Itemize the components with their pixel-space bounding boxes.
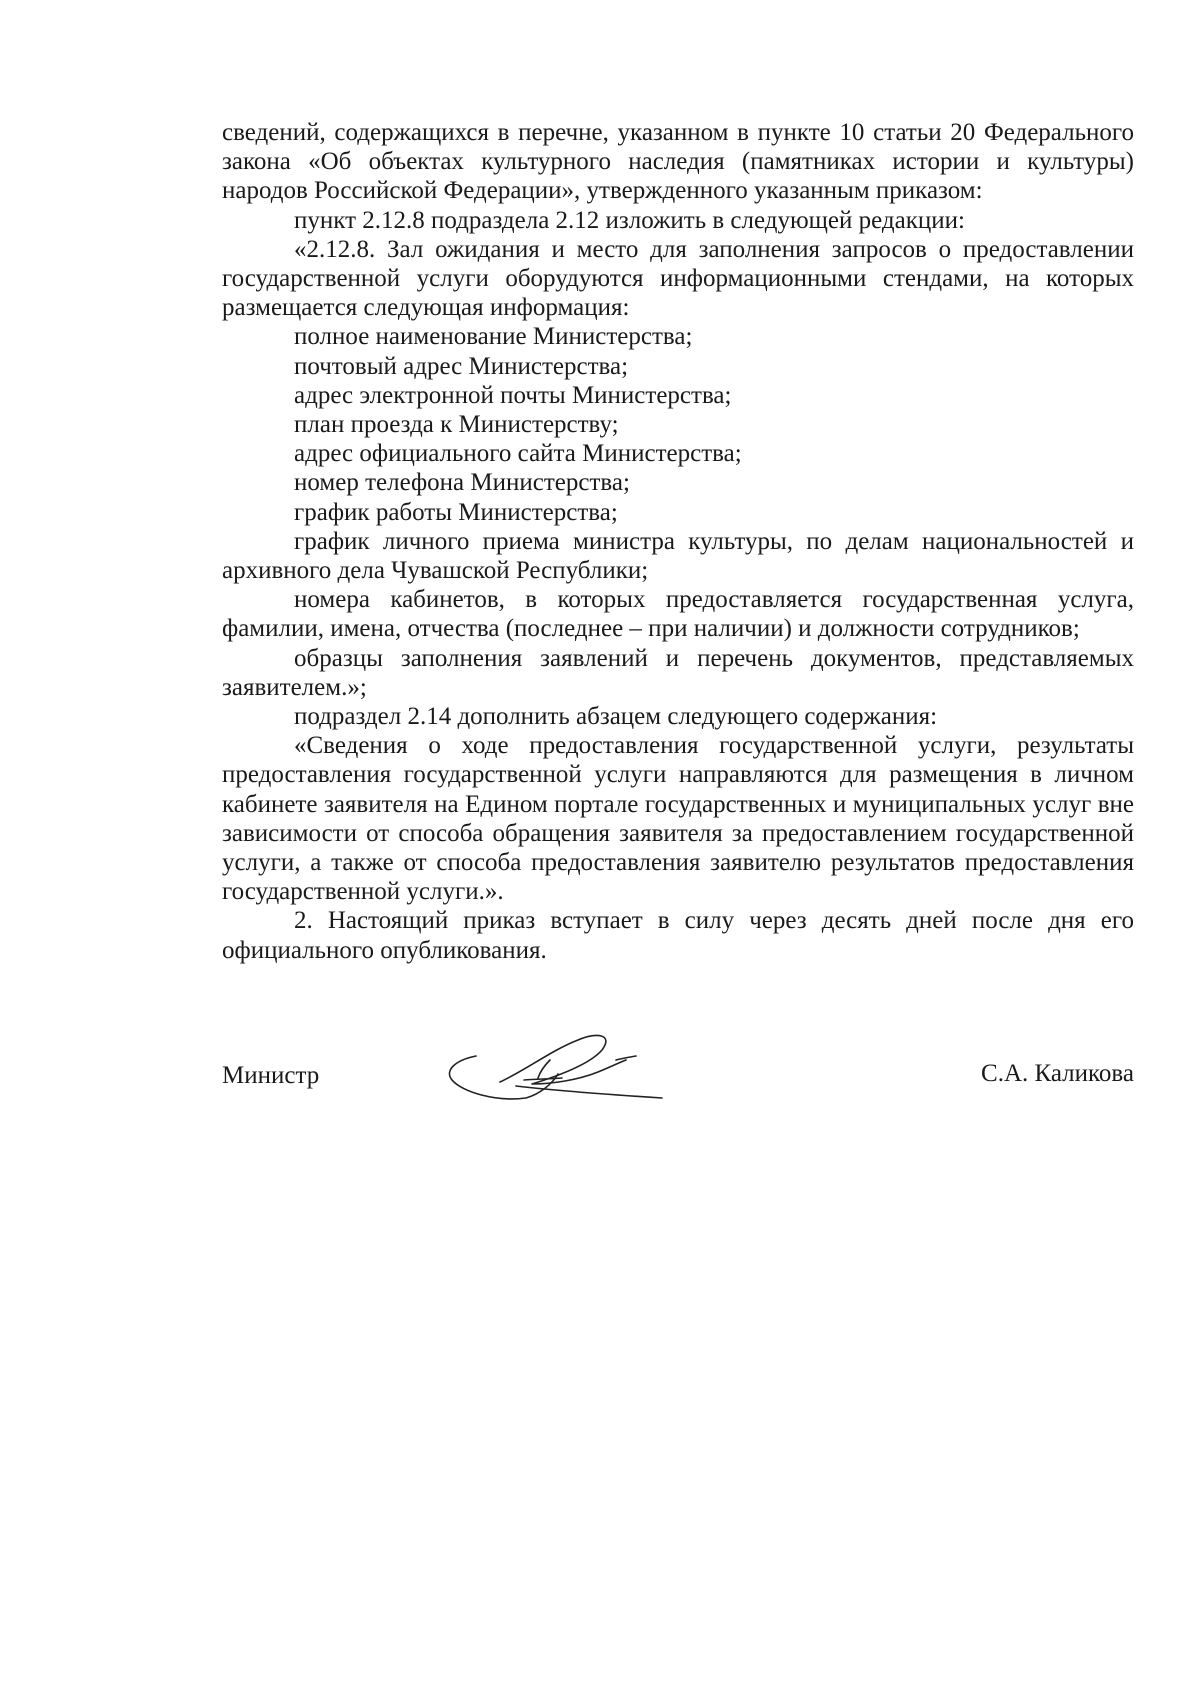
- list-item: план проезда к Министерству;: [294, 411, 619, 439]
- paragraph: подраздел 2.14 дополнить абзацем следующего содержания:: [294, 703, 938, 731]
- list-item: график личного приема министра культуры, по делам национальностей и архивного дела Чувашской Республики;: [222, 527, 1134, 585]
- paragraph: «Сведения о ходе предоставления государственной услуги, результаты предоставления государственной услуги направляются для размещения в личном кабинете заявителя на Едином портале государственных и муниципальных услуг вне зависимости от способа обращения заявителя за предоставлением государственной услуги, а также от способа предоставления заявителю результатов предоставления государственной услуги.».: [222, 732, 1134, 906]
- list-item: почтовый адрес Министерства;: [294, 352, 629, 380]
- paragraph: 2. Настоящий приказ вступает в силу через десять дней после дня его официального опубликования.: [222, 907, 1134, 964]
- signer-position: Министр: [222, 1062, 320, 1089]
- paragraph: сведений, содержащихся в перечне, указанном в пункте 10 статьи 20 Федерального закона «Об объектах культурного наследия (памятниках истории и культуры) народов Российской Федерации», утвержденного указанным приказом:: [222, 119, 1134, 205]
- list-item: адрес электронной почты Министерства;: [294, 381, 732, 409]
- handwritten-signature: [440, 1030, 680, 1110]
- document-body: [222, 118, 1134, 965]
- paragraph: «2.12.8. Зал ожидания и место для заполнения запросов о предоставлении государственной услуги оборудуются информационными стендами, на которых размещается следующая информация:: [222, 235, 1134, 322]
- paragraph: пункт 2.12.8 подраздела 2.12 изложить в следующей редакции:: [294, 206, 965, 234]
- list-item: график работы Министерства;: [294, 498, 618, 526]
- signature-block: [222, 1030, 1134, 1120]
- signer-name: С.А. Каликова: [981, 1060, 1134, 1087]
- list-item: образцы заполнения заявлений и перечень документов, представляемых заявителем.»;: [222, 644, 1134, 701]
- list-item: полное наименование Министерства;: [294, 323, 693, 351]
- list-item: адрес официального сайта Министерства;: [294, 440, 742, 468]
- list-item: номер телефона Министерства;: [294, 469, 630, 497]
- list-item: номера кабинетов, в которых предоставляется государственная услуга, фамилии, имена, отчества (последнее – при наличии) и должности сотрудников;: [222, 586, 1134, 643]
